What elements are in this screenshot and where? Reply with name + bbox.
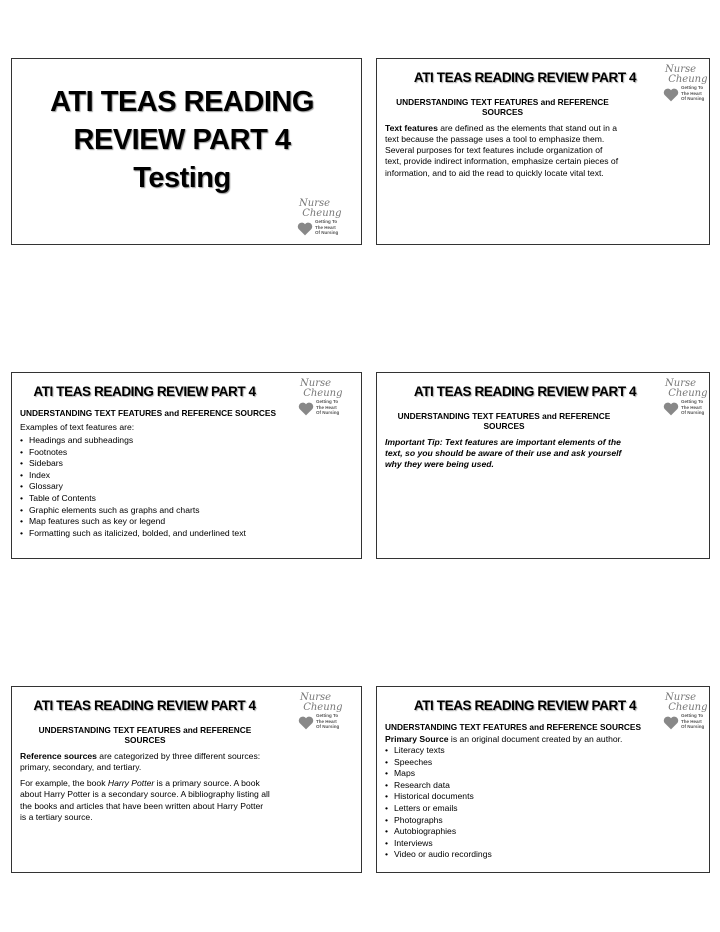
- list-item: • Maps: [385, 768, 655, 780]
- logo: Nurse Cheung Getting To The Heart Of Nursing: [665, 378, 708, 416]
- section-subhead: UNDERSTANDING TEXT FEATURES and REFERENCE SOURCES: [38, 725, 252, 745]
- list-item: • Footnotes: [20, 447, 290, 459]
- list-item: • Research data: [385, 780, 655, 792]
- intro-text: Examples of text features are:: [20, 421, 135, 432]
- logo: Nurse Cheung Getting To The Heart Of Nursing: [665, 692, 708, 730]
- section-subhead: UNDERSTANDING TEXT FEATURES and REFERENCE SOURCES: [397, 411, 611, 431]
- list-item: • Photographs: [385, 815, 655, 827]
- list-item: • Glossary: [20, 481, 290, 493]
- logo: Nurse Cheung Getting To The Heart Of Nursing: [300, 692, 343, 730]
- heart-icon: [297, 221, 313, 237]
- slide-4: [376, 372, 710, 559]
- important-tip: Important Tip: Text features are important elements of the text, so you should be aware of their use and ask yourself why they were being used.: [385, 436, 622, 470]
- definition-text: Primary Source is an original document created by an author.: [385, 733, 623, 744]
- list-item: • Literacy texts: [385, 745, 655, 757]
- list-item: • Map features such as key or legend: [20, 516, 290, 528]
- definition-text: Reference sources are categorized by three different sources: primary, secondary, and tertiary.: [20, 750, 261, 772]
- example-text: For example, the book Harry Potter is a primary source. A book about Harry Potter is a secondary source. A bibliography listing all the books and articles that have been written about Harry Potter is a tertiary source.: [20, 778, 270, 823]
- heart-icon: [663, 401, 679, 417]
- logo: Nurse Cheung Getting To The Heart Of Nursing: [300, 378, 343, 416]
- list-item: • Speeches: [385, 757, 655, 769]
- slide-title: ATI TEAS READING REVIEW PART 4: [33, 384, 256, 399]
- list-item: • Headings and subheadings: [20, 435, 290, 447]
- primary-source-list: [385, 745, 655, 861]
- slide-2: [376, 58, 710, 245]
- slide-6: [376, 686, 710, 873]
- heart-icon: [663, 715, 679, 731]
- definition-text: Text features are defined as the elements that stand out in a text because the passage uses a tool to emphasize them. Several purposes for text features include organization of text, provide indirect information, emphasize certain pieces of information, and to aid the read to quickly locate vital text.: [385, 122, 619, 178]
- slide-1: [11, 58, 362, 245]
- slide-title: ATI TEAS READING REVIEW PART 4: [413, 698, 637, 713]
- slide-title: ATI TEAS READING REVIEW PART 4: [413, 384, 637, 399]
- list-item: • Interviews: [385, 838, 655, 850]
- heart-icon: [663, 87, 679, 103]
- logo: Nurse Cheung Getting To The Heart Of Nursing: [665, 64, 708, 102]
- section-subhead: UNDERSTANDING TEXT FEATURES and REFERENCE SOURCES: [20, 408, 276, 418]
- logo: Nurse Cheung Getting To The Heart Of Nursing: [299, 198, 342, 236]
- slide-3: [11, 372, 362, 559]
- slide-5: [11, 686, 362, 873]
- slide-title: ATI TEAS READING REVIEW PART 4: [33, 698, 256, 713]
- list-item: • Letters or emails: [385, 803, 655, 815]
- list-item: • Index: [20, 470, 290, 482]
- slide-title: ATI TEAS READING REVIEW PART 4: [413, 70, 637, 85]
- heart-icon: [298, 401, 314, 417]
- list-item: • Autobiographies: [385, 826, 655, 838]
- section-subhead: UNDERSTANDING TEXT FEATURES and REFERENCE SOURCES: [385, 722, 641, 732]
- heart-icon: [298, 715, 314, 731]
- text-features-list: [20, 435, 290, 539]
- list-item: • Formatting such as italicized, bolded, and underlined text: [20, 528, 290, 540]
- list-item: • Historical documents: [385, 791, 655, 803]
- list-item: • Video or audio recordings: [385, 849, 655, 861]
- list-item: • Sidebars: [20, 458, 290, 470]
- list-item: • Graphic elements such as graphs and charts: [20, 505, 290, 517]
- slide-title: ATI TEAS READING REVIEW PART 4 Testing: [50, 86, 314, 194]
- list-item: • Table of Contents: [20, 493, 290, 505]
- section-subhead: UNDERSTANDING TEXT FEATURES and REFERENCE SOURCES: [396, 97, 609, 117]
